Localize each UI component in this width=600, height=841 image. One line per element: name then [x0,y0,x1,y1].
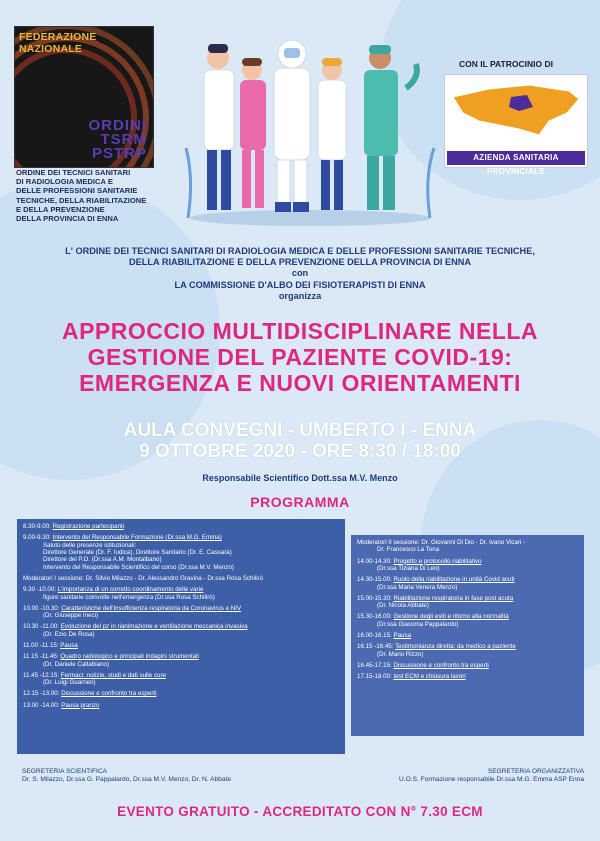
program-topic: Pausa [393,632,412,640]
intro-line: LA COMMISSIONE D'ALBO DEI FISIOTERAPISTI DI ENNA [174,279,426,290]
program-detail: (Dr.ssa Maria Venera Menzo) [377,583,458,591]
patrocinio-label: CON IL PATROCINIO DI [459,59,553,69]
logo-ordini-line: ORDINI [88,117,147,134]
segreteria-organizzativa-title: SEGRETERIA ORGANIZZATIVA [487,768,584,775]
segreteria-organizzativa-text: U.O.S. Formazione responsabile Dr.ssa M.G. Emma ASP Enna [399,776,584,783]
logo-federazione-text: FEDERAZIONE NAZIONALE [19,31,97,55]
program-time: 15.30-16.00: [357,613,392,621]
program-entry [357,595,578,610]
program-detail: Dr. Francesco La Tona [377,546,440,554]
asp-subtitle: AZIENDA SANITARIA PROVINCIALE [447,151,585,165]
logo-ordini-text [89,119,148,161]
program-topic: Registrazione partecipanti [52,523,125,530]
event-venue-date [20,420,580,462]
program-topic: Pausa [60,642,78,650]
logo-tsrm-line: TSRM [100,131,147,148]
organizer-intro [40,246,560,302]
program-topic: Fermaci: notizie, studi e dati sulle cure [60,671,166,679]
programma-heading: PROGRAMMA [250,494,350,510]
program-entry [23,623,339,638]
program-time: 11.15 -11.45: [23,653,59,661]
program-topic: Discussione e confronto tra esperti [393,661,489,669]
program-detail: (Dr.ssa Giacoma Pappalardo) [377,620,459,628]
title-line: GESTIONE DEL PAZIENTE COVID-19: [87,344,513,370]
program-time: Moderatori II sessione: [357,539,420,546]
program-entry [23,534,339,571]
ordine-line: DELLA PROVINCIA DI ENNA [16,214,119,224]
logo-pstrp-line: PSTRP [91,145,147,162]
program-entry [23,642,339,649]
program-detail: Intervento del Responsabile Scientifico del corso (Dr.ssa M.V. Menzo) [43,563,234,571]
date-line: 9 OTTOBRE 2020 - ORE 8:30 / 18:00 [139,441,461,462]
event-title [20,318,580,396]
program-detail: (Dr. Ezio De Rosa) [43,630,95,638]
program-entry [23,690,339,697]
program-time: 14.00-14.30: [357,557,392,565]
program-time: 16.15 -16.45: [357,643,394,651]
program-time: 12.15 -13.00: [23,690,60,698]
program-time: 9.30 -10.00: [23,586,57,594]
program-entry [357,632,578,639]
ordine-line: DI RADIOLOGIA MEDICA E [16,177,113,187]
segreteria-scientifica-title: SEGRETERIA SCIENTIFICA [22,768,108,775]
program-topic: Gestione degli esiti e ritorno alla normalità [393,613,509,621]
program-time: 16.00-16.15: [357,632,392,640]
intro-line: L' ORDINE DEI TECNICI SANITARI DI RADIOLOGIA MEDICA E DELLE PROFESSIONI SANITARIE TECNICHE, [65,246,535,256]
ordine-line: E DELLA PREVENZIONE [16,204,105,214]
program-topic: Dr. Silvio Milazzo - Dr. Alessandro Gravina - Dr.ssa Rosa Schilirò [85,575,264,583]
program-time: 11.45 -12.15: [23,671,60,679]
program-time: 16.45-17.15: [357,661,392,669]
program-entry [23,523,339,530]
program-topic: Riabilitazione respiratoria in fase post acuta [393,594,514,602]
program-entry [357,576,578,591]
program-detail: Direttore Generale (Dr. F. Iudica), Direttore Sanitario (Dr. E. Cassarà) [43,549,232,557]
intro-line: organizza [278,290,322,301]
program-entry [23,605,339,620]
program-time: 15.00-15.30: [357,594,392,602]
program-morning-panel [17,519,345,754]
asp-enna-logo [444,74,588,176]
segreteria-scientifica [22,768,231,784]
program-time: 13.00 -14.00: [23,701,60,709]
venue-line: AULA CONVEGNI - UMBERTO I - ENNA [123,420,477,441]
ordine-line: DELLE PROFESSIONI SANITARIE [16,186,138,196]
program-time: 9.00-9.30: [23,534,51,542]
program-time: 14.30-15.00: [357,576,392,584]
program-topic: Testimonianza diretta: da medico a paziente [395,643,516,651]
program-topic: Caratteristiche dell'insufficienza respiratoria da Coronavirus e NIV [61,604,242,612]
program-entry [23,586,339,601]
intro-line: con [291,268,309,279]
program-topic: L'importanza di un corretto coordinamento delle varie [57,586,204,594]
program-afternoon-panel [351,535,584,736]
program-detail: (Dr. Luigi Guarneri) [43,679,96,687]
program-detail: Saluto delle presenze istituzionali: [43,541,137,549]
program-topic: Dr. Giovanni Di Dio - Dr. Ivano Vicari - [421,539,526,546]
program-detail: (Dr. Daniele Caltabiano) [43,660,110,668]
program-detail: (Dr. Nicola Abbate) [377,602,429,610]
program-time: Moderatori I sessione: [23,575,84,583]
program-time: 17.15-18.00: [357,673,392,681]
program-detail: figure sanitarie coinvolte nell'emergenza (Dr.ssa Rosa Schilirò) [43,593,215,601]
program-entry [357,662,578,669]
program-entry [23,672,339,687]
program-detail: (Dr. Mario Rizzo) [377,650,424,658]
program-time: 8.30-9.00: [23,523,51,530]
title-line: APPROCCIO MULTIDISCIPLINARE NELLA [61,318,539,344]
program-entry [23,653,339,668]
program-topic: Quadro radiologico e principali indagini strumentali [60,653,199,661]
program-detail: Direttore del P.O. (Dr.ssa A.M. Montalbano) [43,556,162,564]
event-accreditation: EVENTO GRATUITO - ACCREDITATO CON N° 7.30 ECM [117,804,483,819]
medical-staff-illustration [180,28,440,228]
program-entry [23,702,339,709]
ordine-line: ORDINE DEI TECNICI SANITARI [16,168,131,177]
program-topic: Pausa pranzo [61,701,100,709]
program-entry [357,673,578,680]
program-time: 10.30 -11.00: [23,623,60,631]
program-topic: Intervento del Responsabile Formazione (Dr.ssa M.G. Emma) [52,534,222,542]
program-entry [357,643,578,658]
program-topic: Ruolo della riabilitazione in unità Covid acuti [393,576,515,584]
program-entry [357,558,578,573]
asp-text: ASP [451,117,478,132]
ordine-line: TECNICHE, DELLA RIABILITAZIONE [16,195,147,205]
segreteria-organizzativa [399,768,584,784]
program-detail: (Dr. Giuseppe Ineci) [43,612,99,620]
asp-enna-text [451,119,488,143]
program-detail: (Dr.ssa Tiziana Di Leo) [377,565,440,573]
program-topic: test ECM e chiusura lavori [393,673,466,681]
intro-line: DELLA RIABILITAZIONE E DELLA PREVENZIONE DELLA PROVINCIA DI ENNA [129,257,471,268]
program-topic: Discussione e confronto tra esperti [61,690,157,698]
title-line: EMERGENZA E NUOVI ORIENTAMENTI [79,370,521,396]
program-topic: Evoluzione del pz in rianimazione e ventilazione meccanica invasiva [60,623,248,631]
program-topic: Progetto e protocollo riabilitativo [393,557,482,565]
federazione-logo [14,26,154,168]
program-entry [357,613,578,628]
responsabile-scientifico: Responsabile Scientifico Dott.ssa M.V. Menzo [202,473,398,483]
program-entry [23,575,339,582]
program-entry [357,539,578,554]
program-time: 10.00 -10.30: [23,604,60,612]
program-time: 11.00 -11.15: [23,642,59,650]
segreteria-scientifica-text: Dr. S. Milazzo, Dr.ssa G. Pappalardo, Dr.ssa M.V. Menzo, Dr. N. Abbate [22,776,232,783]
enna-text: ENNA [451,129,488,144]
